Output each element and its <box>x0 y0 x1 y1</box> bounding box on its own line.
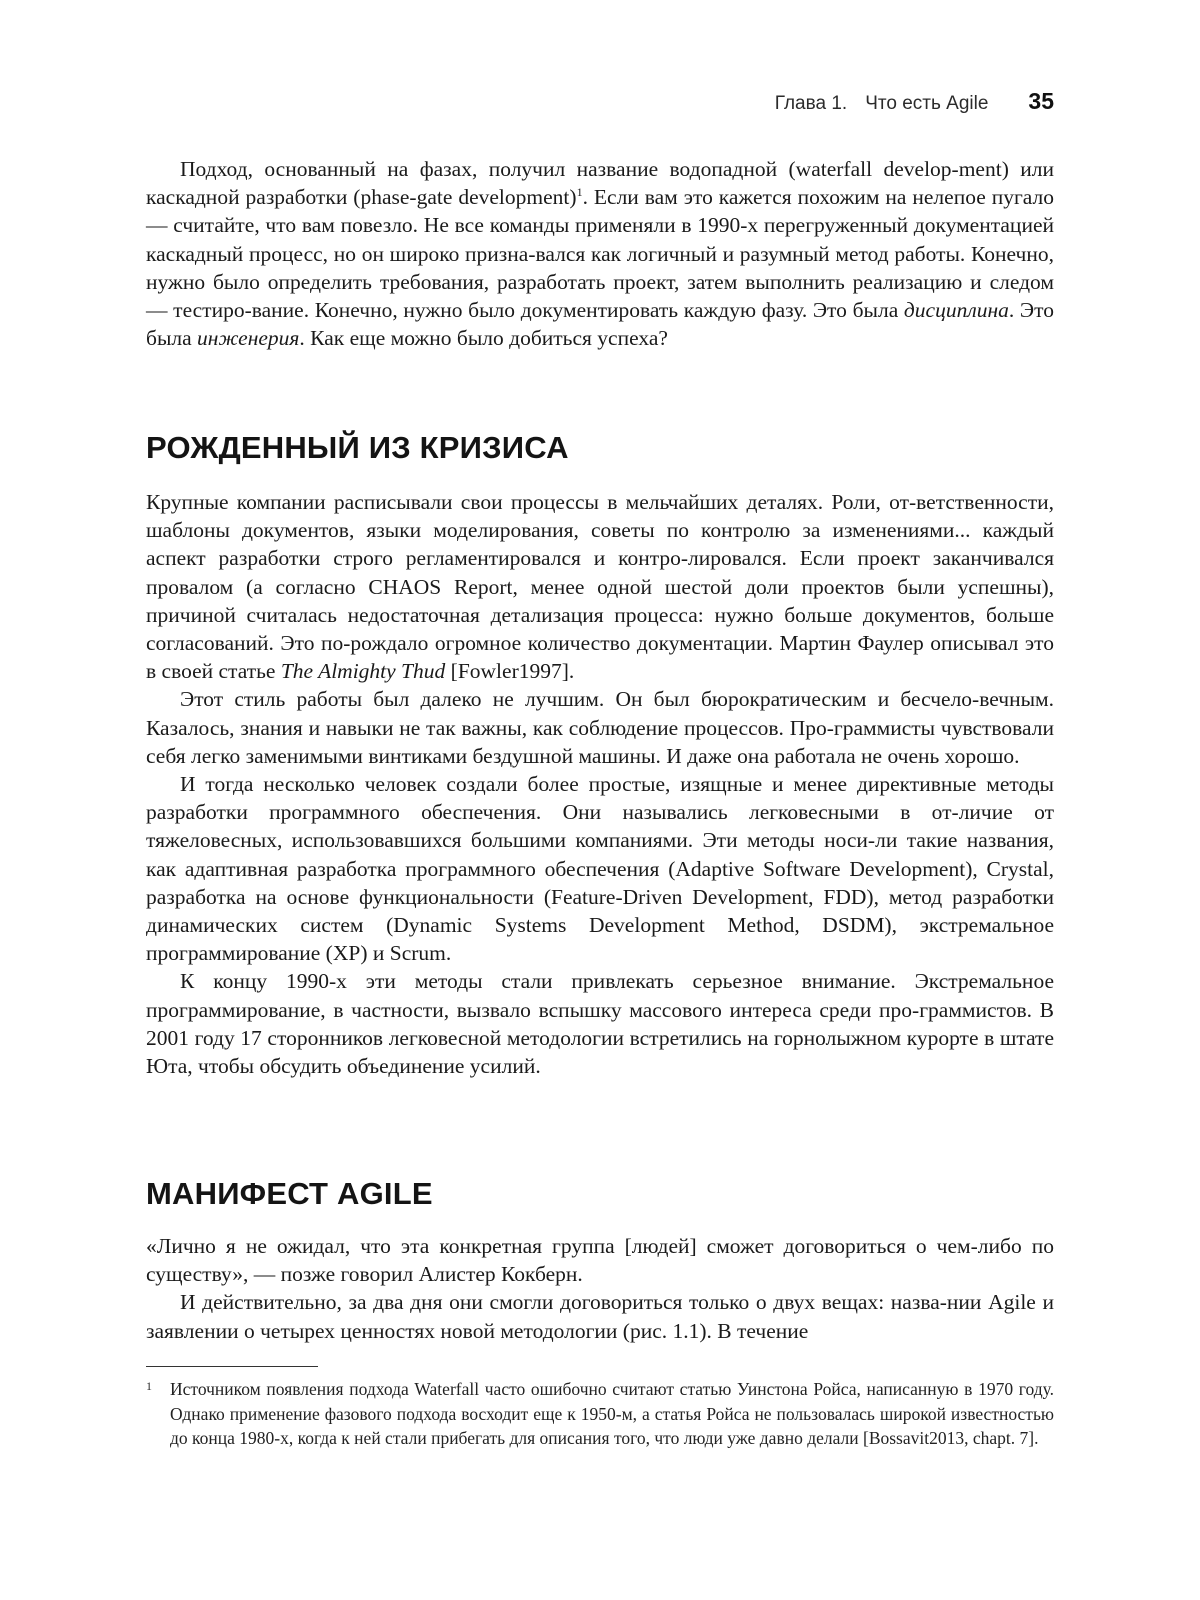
footnote-text: Источником появления подхода Waterfall часто ошибочно считают статью Уинстона Ройса, написанную в 1970 году. Однако применение фазового подхода восходит еще к 1950-м, а статья Ройса не пользовалась широкой известностью до конца 1980-х, когда к ней стали прибегать для описания того, что люди уже давно делали [Bossavit2013, chapt. 7]. <box>170 1379 1054 1448</box>
intro-text-2: . Если вам это кажется похожим на нелепое пугало — считайте, что вам повезло. Не все команды применяли в 1990-х перегруженный документацией каскадный процесс, но он широко призна-вался как логичный и разумный метод работы. Конечно, нужно было определить требования, разработать проект, затем выполнить реализацию и следом — тестиро-вание. Конечно, нужно было документировать каждую фазу. Это была <box>146 185 1054 323</box>
intro-text-3: . Это была <box>146 298 1054 351</box>
crisis-paragraph-1 <box>146 488 1054 685</box>
intro-paragraph <box>146 155 1054 352</box>
page-number: 35 <box>1028 88 1054 114</box>
intro-block <box>146 155 1054 352</box>
emphasis-discipline: дисциплина <box>903 298 1009 323</box>
intro-text-1: Подход, основанный на фазах, получил название водопадной (waterfall develop-ment) или каскадной разработки (phase-gate development) <box>146 157 1054 210</box>
crisis-section-body <box>146 488 1054 1080</box>
crisis-p1-text-2: [Fowler1997]. <box>445 659 575 684</box>
footnote-marker: 1 <box>146 1379 152 1393</box>
footnote <box>146 1377 1054 1451</box>
chapter-title: Что есть Agile <box>865 93 989 114</box>
emphasis-engineering: инженерия <box>197 326 300 351</box>
intro-text-4: . Как еще можно было добиться успеха? <box>299 326 668 351</box>
manifesto-paragraph-2: И действительно, за два дня они смогли договориться только о двух вещах: назва-нии Agile и заявлении о четырех ценностях новой методологии (рис. 1.1). В течение <box>146 1290 1054 1343</box>
footnote-reference: 1 <box>576 185 583 200</box>
manifesto-section-body <box>146 1232 1054 1345</box>
crisis-paragraph-4: К концу 1990-х эти методы стали привлекать серьезное внимание. Экстремальное программирование, в частности, вызвало вспышку массового интереса среди про-граммистов. В 2001 году 17 сторонников легковесной методологии встретились на горнолыжном курорте в штате Юта, чтобы обсудить объединение усилий. <box>146 969 1054 1079</box>
crisis-p1-text-1: Крупные компании расписывали свои процессы в мельчайших деталях. Роли, от-ветственности, шаблоны документов, языки моделирования, советы по контролю за изменениями... каждый аспект разработки строго регламентировался и контро-лировался. Если проект заканчивался провалом (а согласно CHAOS Report, менее одной шестой доли проектов были успешны), причиной считалась недостаточная детализация процесса: нужно больше документов, больше согласований. Это по-рождало огромное количество документации. Мартин Фаулер описывал это в своей статье <box>146 490 1054 684</box>
section-heading-crisis: РОЖДЕННЫЙ ИЗ КРИЗИСА <box>146 430 569 465</box>
section-heading-manifesto: МАНИФЕСТ AGILE <box>146 1176 433 1211</box>
crisis-paragraph-2: Этот стиль работы был далеко не лучшим. Он был бюрократическим и бесчело-вечным. Казалось, знания и навыки не так важны, как соблюдение процессов. Про-граммисты чувствовали себя легко заменимыми винтиками бездушной машины. И даже она работала не очень хорошо. <box>146 687 1054 768</box>
crisis-paragraph-3: И тогда несколько человек создали более простые, изящные и менее директивные методы разработки программного обеспечения. Они назывались легковесными в от-личие от тяжеловесных, использовавшихся большими компаниями. Эти методы носи-ли такие названия, как адаптивная разработка программного обеспечения (Adaptive Software Development), Crystal, разработка на основе функциональности (Feature-Driven Development, FDD), метод разработки динамических систем (Dynamic Systems Development Method, DSDM), экстремальное программирование (XP) и Scrum. <box>146 772 1054 966</box>
running-head <box>775 88 1054 115</box>
chapter-number: Глава 1. <box>774 93 848 114</box>
emphasis-almighty-thud: The Almighty Thud <box>280 659 446 684</box>
footnote-divider <box>146 1366 318 1367</box>
manifesto-paragraph-1: «Лично я не ожидал, что эта конкретная группа [людей] сможет договориться о чем-либо по существу», — позже говорил Алистер Кокберн. <box>146 1234 1054 1287</box>
